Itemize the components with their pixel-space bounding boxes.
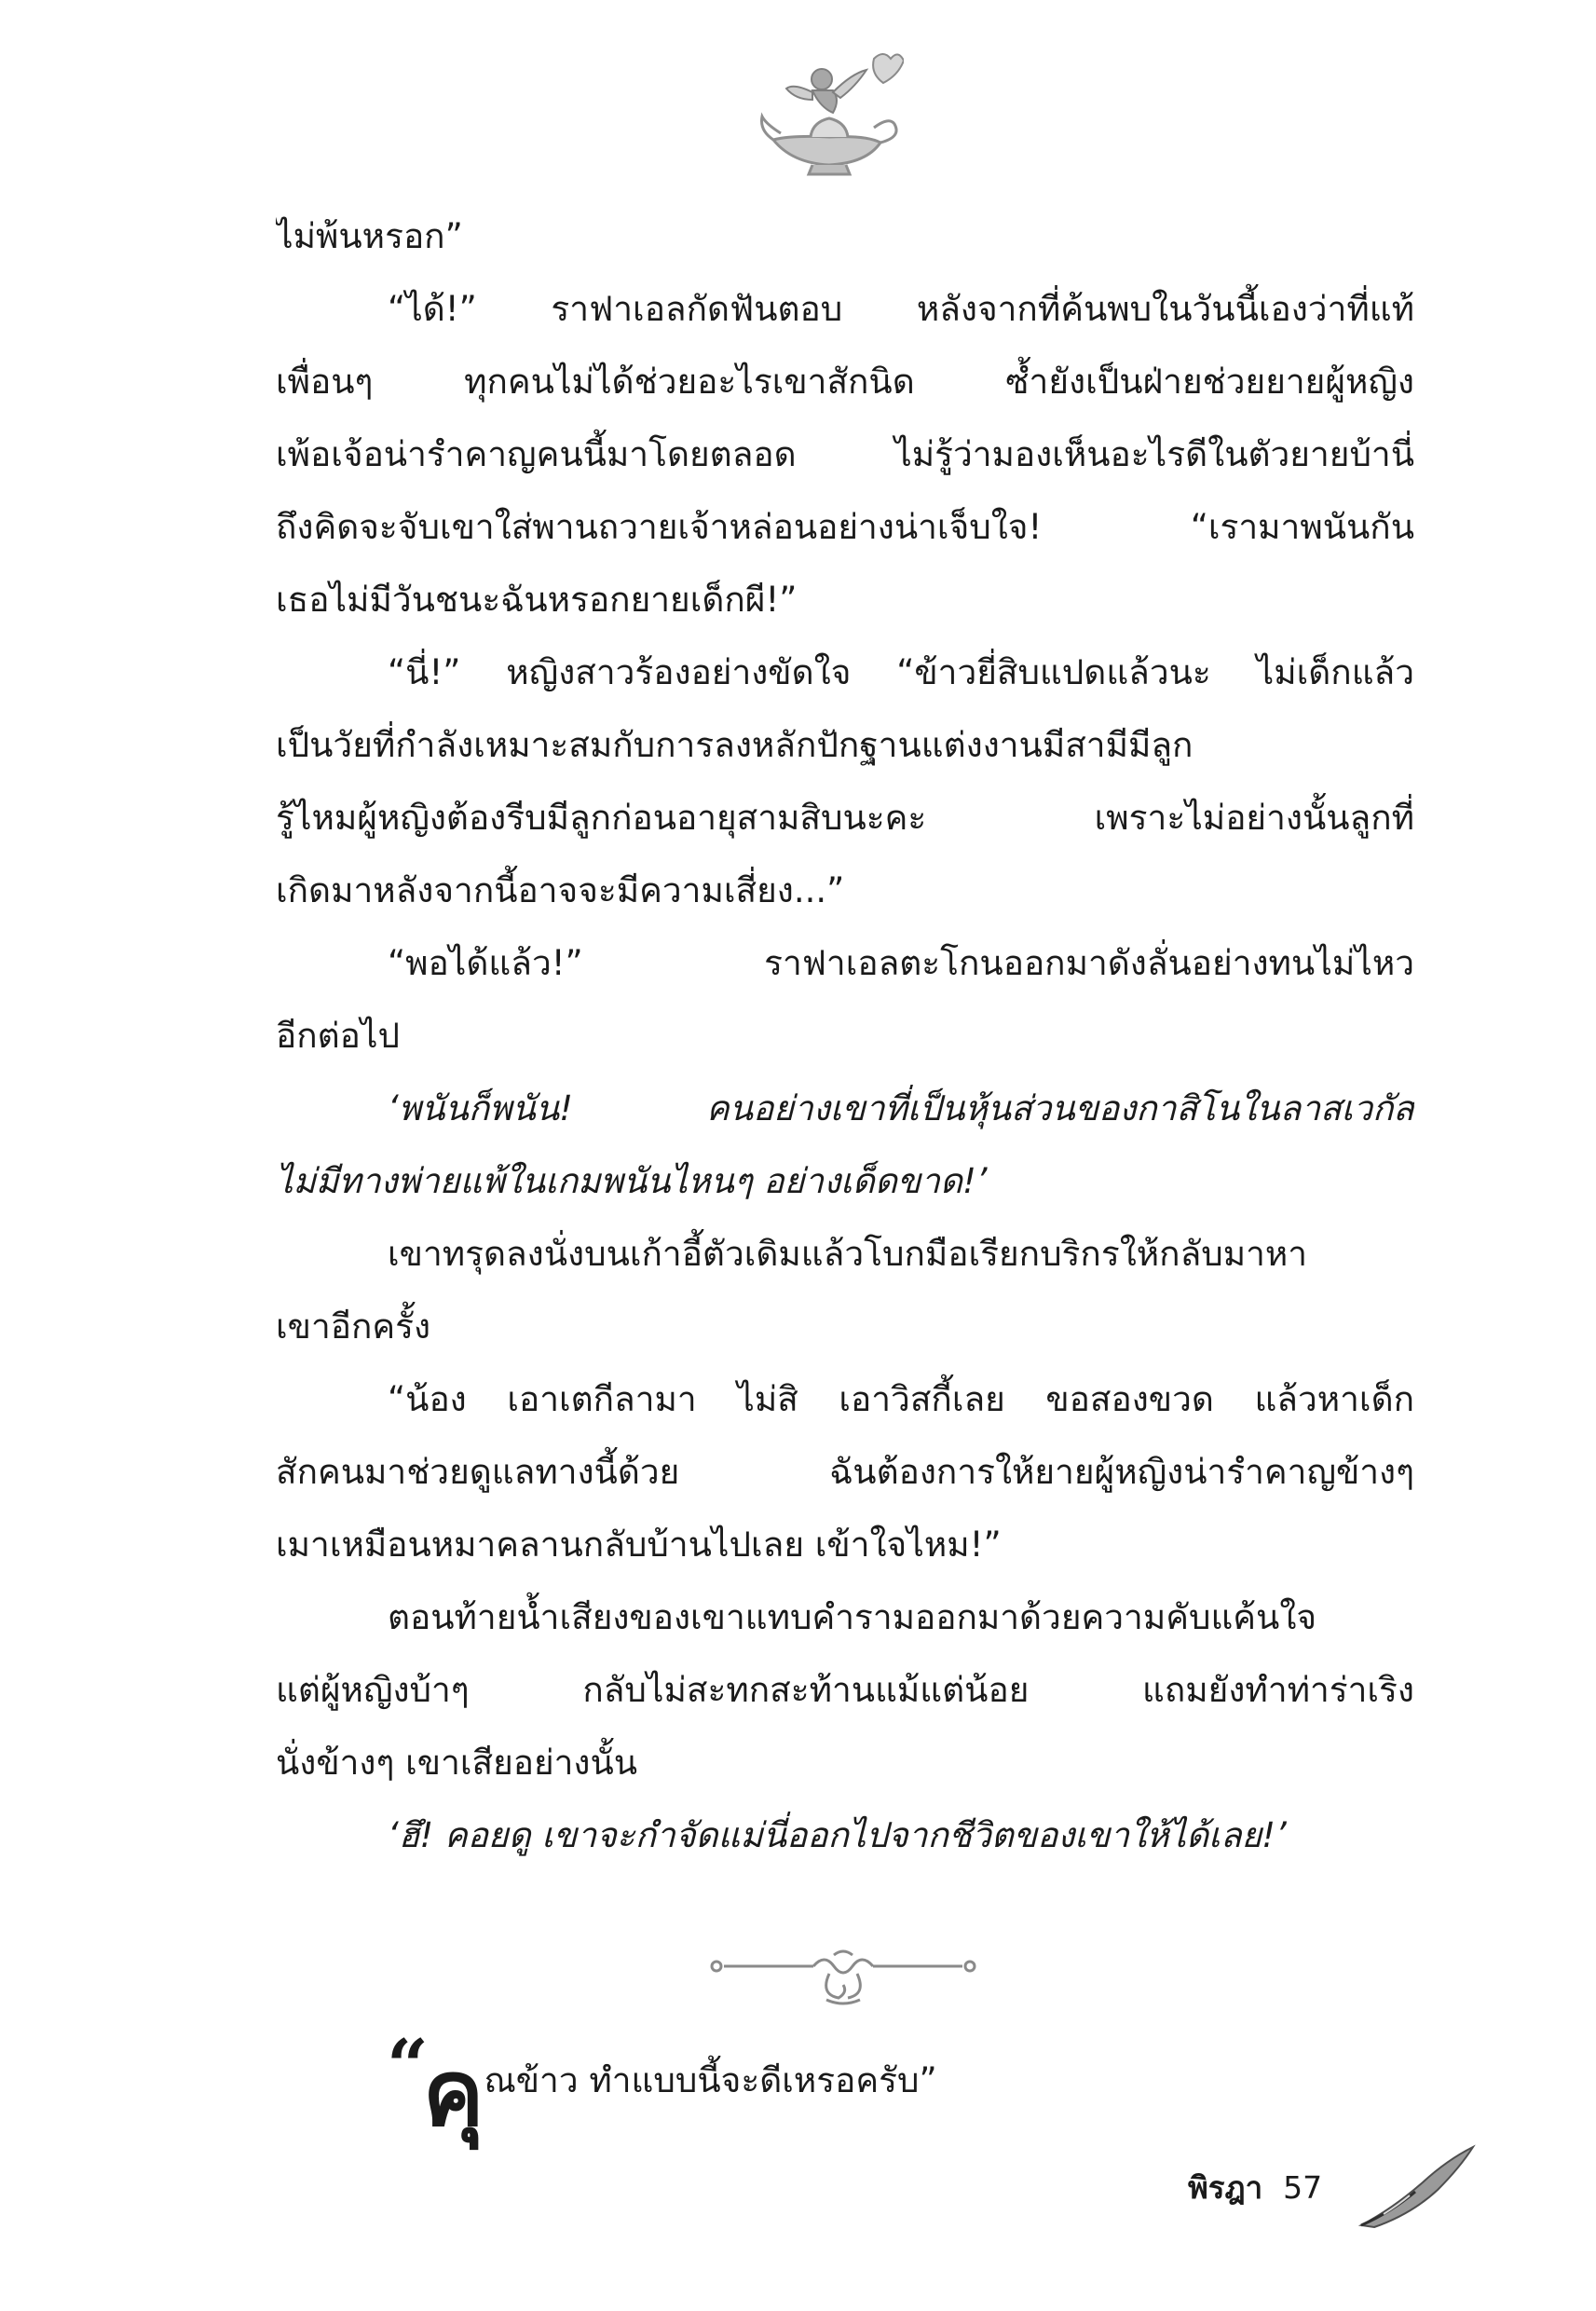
- text-line: แต่ผู้หญิงบ้าๆ กลับไม่สะทกสะท้านแม้แต่น้อย แถมยังทำท่าร่าเริง: [276, 1670, 1414, 1710]
- text-line: “พอได้แล้ว!” ราฟาเอลตะโกนออกมาดังลั่นอย่างทนไม่ไหว: [388, 943, 1414, 983]
- text-line: เกิดมาหลังจากนี้อาจจะมีความเสี่ยง...”: [276, 870, 845, 910]
- cupid-teapot-ornament-icon: [755, 51, 904, 177]
- text-line: เป็นวัยที่กำลังเหมาะสมกับการลงหลักปักฐานแต่งงานมีสามีมีลูก: [276, 725, 1194, 765]
- text-line: ‘พนันก็พนัน! คนอย่างเขาที่เป็นหุ้นส่วนของกาสิโนในลาสเวกัส: [388, 1088, 1414, 1128]
- section-opening-line: [387, 2020, 937, 2147]
- text-line: เขาทรุดลงนั่งบนเก้าอี้ตัวเดิมแล้วโบกมือเรียกบริกรให้กลับมาหา: [388, 1234, 1308, 1274]
- text-line: เขาอีกครั้ง: [276, 1306, 431, 1347]
- text-line: เมาเหมือนหมาคลานกลับบ้านไปเลย เข้าใจไหม!”: [276, 1525, 1002, 1565]
- text-line: นั่งข้างๆ เขาเสียอย่างนั้น: [276, 1743, 638, 1783]
- section-opening-text: ณข้าว ทำแบบนี้จะดีเหรอครับ”: [484, 2060, 937, 2100]
- author-name: พิรฎา: [1188, 2169, 1263, 2206]
- text-line: “ได้!” ราฟาเอลกัดฟันตอบ หลังจากที่ค้นพบในวันนี้เองว่าที่แท้: [388, 289, 1414, 329]
- text-line: อีกต่อไป: [276, 1016, 400, 1056]
- text-line: ไม่มีทางพ่ายแพ้ในเกมพนันไหนๆ อย่างเด็ดขาด!’: [276, 1161, 988, 1201]
- text-line: “นี่!” หญิงสาวร้องอย่างขัดใจ “ข้าวยี่สิบแปดแล้วนะ ไม่เด็กแล้ว: [388, 652, 1414, 692]
- text-line: ถึงคิดจะจับเขาใส่พานถวายเจ้าหล่อนอย่างน่าเจ็บใจ! “เรามาพนันกัน: [276, 507, 1414, 547]
- page-number: 57: [1283, 2169, 1323, 2206]
- text-line: รู้ไหมผู้หญิงต้องรีบมีลูกก่อนอายุสามสิบนะคะ เพราะไม่อย่างนั้นลูกที่: [276, 798, 1414, 838]
- scroll-ornament-icon: [703, 1946, 983, 2011]
- open-quote-mark: “: [387, 2024, 423, 2109]
- text-line: ตอนท้ายน้ำเสียงของเขาแทบคำรามออกมาด้วยความคับแค้นใจ: [388, 1597, 1317, 1637]
- text-line: ไม่พ้นหรอก”: [276, 216, 463, 256]
- text-line: สักคนมาช่วยดูแลทางนี้ด้วย ฉันต้องการให้ยายผู้หญิงน่ารำคาญข้างๆ: [276, 1452, 1414, 1492]
- text-line: เพื่อนๆ ทุกคนไม่ได้ช่วยอะไรเขาสักนิด ซ้ำยังเป็นฝ่ายช่วยยายผู้หญิง: [276, 362, 1414, 402]
- text-line: “น้อง เอาเตกีลามา ไม่สิ เอาวิสกี้เลย ขอสองขวด แล้วหาเด็ก: [388, 1379, 1414, 1419]
- drop-cap: คุ: [422, 2041, 484, 2147]
- quill-knife-icon: [1356, 2143, 1477, 2232]
- text-line: เพ้อเจ้อน่ารำคาญคนนี้มาโดยตลอด ไม่รู้ว่ามองเห็นอะไรดีในตัวยายบ้านี่: [276, 434, 1414, 474]
- text-line: ‘ฮึ! คอยดู เขาจะกำจัดแม่นี่ออกไปจากชีวิตของเขาให้ได้เลย!’: [388, 1815, 1287, 1855]
- page-footer: [1188, 2160, 1322, 2216]
- text-line: เธอไม่มีวันชนะฉันหรอกยายเด็กผี!”: [276, 580, 798, 620]
- story-text: [276, 200, 1414, 1872]
